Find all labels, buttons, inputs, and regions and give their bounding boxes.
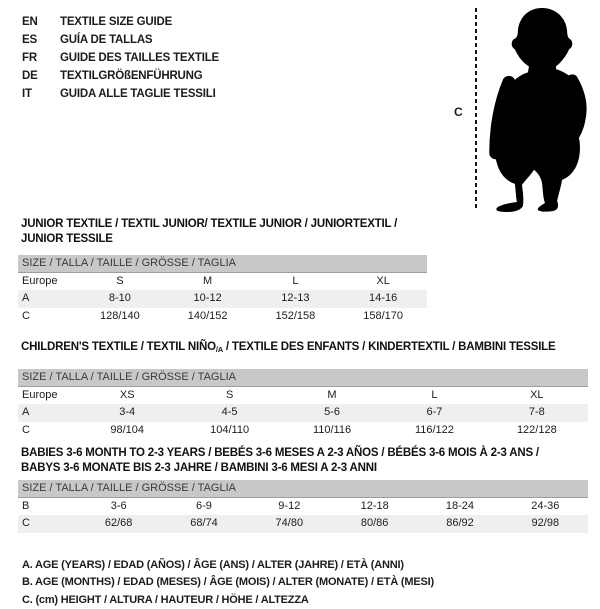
table-title: [18, 446, 588, 476]
table-cell: 4-5: [178, 404, 280, 422]
table-cell: 98/104: [76, 422, 178, 440]
table-cell: 14-16: [339, 290, 427, 308]
language-code: IT: [22, 85, 60, 103]
row-label: Europe: [18, 273, 76, 291]
row-label: Europe: [18, 387, 76, 405]
language-title: GUÍA DE TALLAS: [60, 31, 152, 49]
table-row: [18, 273, 427, 291]
table-cell: 8-10: [76, 290, 164, 308]
language-code: FR: [22, 49, 60, 67]
row-label: C: [18, 515, 76, 533]
table-title-line: BABIES 3-6 MONTH TO 2-3 YEARS / BEBÉS 3-6 MESES A 2-3 AÑOS / BÉBÉS 3-6 MOIS À 2-3 ANS /: [21, 446, 588, 461]
table-cell: 62/68: [76, 515, 161, 533]
table-title: [18, 340, 588, 357]
table-cell: 3-4: [76, 404, 178, 422]
table-cell: XL: [339, 273, 427, 291]
table-cell: S: [76, 273, 164, 291]
table-title-line: BABYS 3-6 MONATE BIS 2-3 JAHRE / BAMBINI 3-6 MESI A 2-3 ANNI: [21, 461, 588, 476]
row-label: B: [18, 498, 76, 516]
language-code: ES: [22, 31, 60, 49]
table-cell: XS: [76, 387, 178, 405]
table-cell: 68/74: [161, 515, 246, 533]
table-cell: 104/110: [178, 422, 280, 440]
row-label: C: [18, 308, 76, 326]
language-row: [22, 13, 219, 31]
size-header-row: SIZE / TALLA / TAILLE / GRÖSSE / TAGLIA: [18, 255, 427, 273]
language-row: [22, 49, 219, 67]
table-cell: 18-24: [417, 498, 502, 516]
language-title-list: [22, 13, 219, 103]
table-cell: 12-13: [252, 290, 340, 308]
table-cell: 10-12: [164, 290, 252, 308]
row-label: A: [18, 404, 76, 422]
childrens-textile-section: [18, 340, 588, 439]
table-title: [18, 217, 427, 247]
row-label: C: [18, 422, 76, 440]
language-row: [22, 85, 219, 103]
language-row: [22, 67, 219, 85]
table-cell: 6-7: [383, 404, 485, 422]
table-cell: 152/158: [252, 308, 340, 326]
table-cell: 128/140: [76, 308, 164, 326]
language-title: TEXTILGRÖßENFÜHRUNG: [60, 67, 203, 85]
size-header-row: SIZE / TALLA / TAILLE / GRÖSSE / TAGLIA: [18, 480, 588, 498]
table-cell: 7-8: [486, 404, 588, 422]
table-cell: 3-6: [76, 498, 161, 516]
table-cell: 158/170: [339, 308, 427, 326]
legend-line: C. (cm) HEIGHT / ALTURA / HAUTEUR / HÖHE / ALTEZZA: [22, 592, 600, 609]
table-title-part: / TEXTILE DES ENFANTS / KINDERTEXTIL / BAMBINI TESSILE: [223, 341, 556, 353]
table-cell: 74/80: [247, 515, 332, 533]
table-cell: 24-36: [503, 498, 588, 516]
legend-line: A. AGE (YEARS) / EDAD (AÑOS) / ÂGE (ANS) / ALTER (JAHRE) / ETÀ (ANNI): [22, 557, 600, 575]
height-dashed-line: [475, 8, 477, 210]
table-row: [18, 498, 588, 516]
table-cell: M: [281, 387, 383, 405]
table-cell: 6-9: [161, 498, 246, 516]
junior-textile-section: [18, 217, 427, 325]
height-figure: [450, 4, 600, 212]
table-cell: S: [178, 387, 280, 405]
table-title-part: CHILDREN'S TEXTILE / TEXTIL NIÑO: [21, 341, 216, 353]
toddler-silhouette-icon: [487, 6, 599, 212]
row-label: A: [18, 290, 76, 308]
language-code: DE: [22, 67, 60, 85]
table-row: [18, 387, 588, 405]
height-measure-label: C: [454, 105, 463, 119]
language-title: GUIDA ALLE TAGLIE TESSILI: [60, 85, 216, 103]
page-header: [0, 0, 600, 212]
table-cell: 9-12: [247, 498, 332, 516]
table-cell: M: [164, 273, 252, 291]
table-title-part: /A: [216, 345, 223, 354]
babies-textile-section: [18, 446, 588, 533]
size-header-row: SIZE / TALLA / TAILLE / GRÖSSE / TAGLIA: [18, 369, 588, 387]
table-cell: 5-6: [281, 404, 383, 422]
language-title: TEXTILE SIZE GUIDE: [60, 13, 172, 31]
table-cell: 12-18: [332, 498, 417, 516]
table-row: [18, 308, 427, 326]
language-title: GUIDE DES TAILLES TEXTILE: [60, 49, 219, 67]
table-row: [18, 290, 427, 308]
table-cell: XL: [486, 387, 588, 405]
table-cell: L: [252, 273, 340, 291]
table-cell: 122/128: [486, 422, 588, 440]
table-cell: L: [383, 387, 485, 405]
table-cell: 86/92: [417, 515, 502, 533]
language-code: EN: [22, 13, 60, 31]
table-cell: 140/152: [164, 308, 252, 326]
table-row: [18, 515, 588, 533]
language-row: [22, 31, 219, 49]
table-row: [18, 404, 588, 422]
table-row: [18, 422, 588, 440]
table-cell: 110/116: [281, 422, 383, 440]
table-cell: 80/86: [332, 515, 417, 533]
measure-legend: [22, 557, 600, 609]
table-cell: 92/98: [503, 515, 588, 533]
legend-line: B. AGE (MONTHS) / EDAD (MESES) / ÂGE (MOIS) / ALTER (MONATE) / ETÀ (MESI): [22, 574, 600, 592]
table-title-line: JUNIOR TEXTILE / TEXTIL JUNIOR/ TEXTILE JUNIOR / JUNIORTEXTIL / JUNIOR TESSILE: [21, 217, 427, 247]
table-cell: 116/122: [383, 422, 485, 440]
